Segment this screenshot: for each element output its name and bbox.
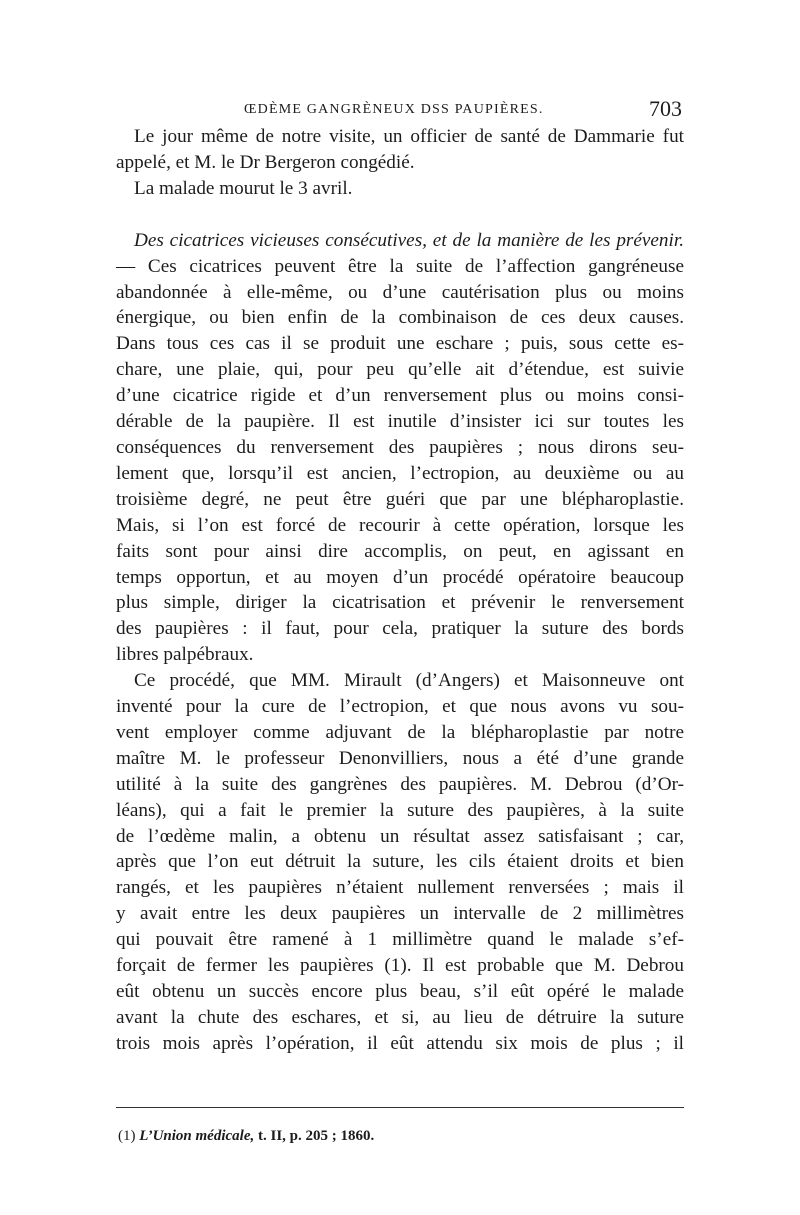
footnote-reference: t. II, p. 205 ; 1860. xyxy=(258,1128,375,1144)
text-line: faits sont pour ainsi dire accomplis, on peut, en agissant en xyxy=(116,540,684,562)
text-line: léans), qui a fait le premier la suture des paupières, à la suite xyxy=(116,799,684,821)
page-header xyxy=(118,96,684,126)
text-line: après que l’on eut détruit la suture, les cils étaient droits et bien xyxy=(116,851,684,873)
text-line: eût obtenu un succès encore plus beau, s’il eût opéré le malade xyxy=(116,981,684,1002)
text-line: y avait entre les deux paupières un intervalle de 2 millimètres xyxy=(116,903,684,925)
text-line: plus simple, diriger la cicatrisation et prévenir le renversement xyxy=(116,592,684,614)
text-line: énergique, ou bien enfin de la combinaison de ces deux causes. xyxy=(116,307,684,329)
text-line: trois mois après l’opération, il eût attendu six mois de plus ; il xyxy=(116,1032,684,1054)
text-line: appelé, et M. le Dr Bergeron congédié. xyxy=(116,151,415,173)
footnote xyxy=(118,1128,678,1145)
text-line: d’une cicatrice rigide et d’un renversement plus ou moins consi- xyxy=(116,385,684,407)
text-line: Dans tous ces cas il se produit une eschare ; puis, sous cette es- xyxy=(116,333,684,355)
text-line: avant la chute des eschares, et si, au lieu de détruire la suture xyxy=(116,1006,684,1028)
text-line: maître M. le professeur Denonvilliers, nous a été d’une grande xyxy=(116,747,684,769)
paragraph-gap xyxy=(116,202,684,228)
text-line: abandonnée à elle-même, ou d’une cautérisation plus ou moins xyxy=(116,281,684,303)
footnote-number: (1) xyxy=(118,1128,136,1144)
running-title: ŒDÈME GANGRÈNEUX DSS PAUPIÈRES. xyxy=(244,102,544,117)
text-line: qui pouvait être ramené à 1 millimètre quand le malade s’ef- xyxy=(116,929,684,951)
footnote-divider xyxy=(116,1107,684,1108)
text-line: de l’œdème malin, a obtenu un résultat assez satisfaisant ; car, xyxy=(116,825,684,847)
text-line: Mais, si l’on est forcé de recourir à cette opération, lorsque les xyxy=(116,514,684,536)
footnote-journal: L’Union médicale, xyxy=(139,1128,255,1144)
text-line: Le jour même de notre visite, un officier de santé de Dammarie fut xyxy=(134,126,684,147)
text-line: des paupières : il faut, pour cela, pratiquer la suture des bords xyxy=(116,618,684,640)
text-line: lement que, lorsqu’il est ancien, l’ectropion, au deuxième ou au xyxy=(116,462,684,484)
text-line: forçait de fermer les paupières (1). Il est probable que M. Debrou xyxy=(116,955,684,977)
text-line: dérable de la paupière. Il est inutile d’insister ici sur toutes les xyxy=(116,411,684,433)
text-line: utilité à la suite des gangrènes des paupières. M. Debrou (d’Or- xyxy=(116,773,684,795)
text-line: vent employer comme adjuvant de la blépharoplastie par notre xyxy=(116,721,684,743)
text-line: La malade mourut le 3 avril. xyxy=(134,177,353,199)
text-line: chare, une plaie, qui, pour peu qu’elle ait d’étendue, est suivie xyxy=(116,359,684,381)
text-line: troisième degré, ne peut être guéri que par une blépharoplastie. xyxy=(116,488,684,510)
text-line: — Ces cicatrices peuvent être la suite de l’affection gangréneuse xyxy=(116,255,684,277)
text-line: rangés, et les paupières n’étaient nullement renversées ; mais il xyxy=(116,877,684,899)
text-line: inventé pour la cure de l’ectropion, et que nous avons vu sou- xyxy=(116,696,684,718)
text-line: Ce procédé, que MM. Mirault (d’Angers) et Maisonneuve ont xyxy=(134,670,684,692)
body-text xyxy=(116,124,684,1057)
text-line: conséquences du renversement des paupières ; nous dirons seu- xyxy=(116,436,684,458)
text-line: temps opportun, et au moyen d’un procédé opératoire beaucoup xyxy=(116,566,684,588)
page-number: 703 xyxy=(649,96,682,121)
text-line: libres palpébraux. xyxy=(116,644,254,666)
section-heading: Des cicatrices vicieuses consécutives, et de la manière de les prévenir. xyxy=(134,229,684,251)
